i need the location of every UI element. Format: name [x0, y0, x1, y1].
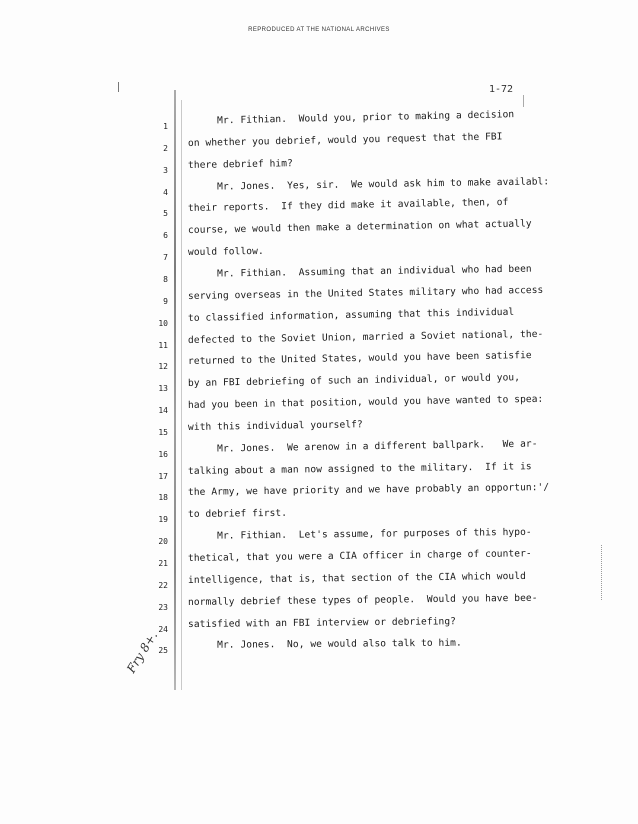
transcript-line: on whether you debrief, would you request that the FBI	[187, 131, 503, 149]
transcript-line: Mr. Jones. Yes, sir. We would ask him to make availabl:	[187, 175, 550, 193]
line-number: 18	[158, 493, 168, 503]
line-number: 14	[158, 406, 168, 416]
line-number: 6	[163, 231, 168, 241]
left-margin-rule-inner	[181, 100, 182, 690]
transcript-line: there debrief him?	[187, 157, 293, 171]
line-number: 1	[163, 122, 168, 131]
transcript-line: Mr. Fithian. Let's assume, for purposes of this hypo-	[187, 526, 532, 543]
line-number: 23	[158, 602, 168, 612]
line-number: 17	[158, 471, 168, 481]
transcript-line: satisfied with an FBI interview or debriefing?	[187, 615, 457, 630]
line-number: 4	[163, 187, 168, 197]
line-number: 25	[158, 646, 168, 656]
line-number: 13	[158, 384, 168, 394]
line-number: 16	[158, 449, 168, 459]
transcript-line: to classified information, assuming that this individual	[187, 306, 515, 324]
margin-tick	[523, 95, 524, 107]
line-number: 19	[158, 515, 168, 525]
transcript-line: with this individual yourself?	[187, 419, 363, 433]
page-number: 1-72	[489, 84, 514, 95]
line-number: 8	[163, 274, 168, 284]
transcript-line: talking about a man now assigned to the military. If it is	[187, 460, 532, 477]
transcript-line: thetical, that you were a CIA officer in charge of counter-	[187, 548, 532, 564]
line-number: 20	[158, 537, 168, 547]
transcript-line: by an FBI debriefing of such an individual, or would you,	[187, 372, 521, 390]
transcript-line: Mr. Fithian. Would you, prior to making a decision	[187, 109, 515, 127]
line-number: 7	[163, 253, 168, 263]
line-number: 10	[158, 318, 168, 328]
archive-stamp: REPRODUCED AT THE NATIONAL ARCHIVES	[248, 27, 390, 33]
transcript-line: serving overseas in the United States military who had access	[187, 284, 544, 302]
line-number: 5	[163, 209, 168, 219]
line-number: 2	[163, 143, 168, 153]
transcript-line: course, we would then make a determination on what actually	[187, 218, 532, 237]
line-number: 15	[158, 427, 168, 437]
line-number: 3	[163, 165, 168, 175]
transcript-line: to debrief first.	[187, 508, 288, 521]
transcript-line: the Army, we have priority and we have probably an opportun:'/	[187, 482, 550, 499]
line-number: 12	[158, 362, 168, 372]
margin-dots	[601, 545, 603, 600]
line-number: 11	[158, 340, 168, 350]
transcript-line: normally debrief these types of people. Would you have bee-	[187, 592, 538, 608]
line-number: 21	[158, 559, 168, 568]
handwritten-annotation: Fry 8+.	[124, 628, 161, 676]
transcript-line: their reports. If they did make it available, then, of	[187, 197, 509, 215]
left-margin-rule	[174, 90, 176, 690]
margin-tick	[118, 82, 119, 92]
transcript-line: had you been in that position, would you have wanted to spea:	[187, 393, 544, 412]
transcript-line: defected to the Soviet Union, married a Soviet national, the-	[187, 328, 544, 346]
transcript-line: Mr. Fithian. Assuming that an individual who had been	[187, 263, 532, 280]
transcript-line: Mr. Jones. We arenow in a different ballpark. We ar-	[187, 438, 538, 455]
transcript-line: intelligence, that is, that section of the CIA which would	[187, 570, 526, 586]
transcript-line: would follow.	[187, 246, 264, 259]
transcript-line: returned to the United States, would you have been satisfie	[187, 350, 532, 368]
line-number: 9	[163, 296, 168, 306]
line-number: 24	[158, 624, 168, 634]
transcript-line: Mr. Jones. No, we would also talk to him.	[187, 638, 462, 652]
line-number: 22	[158, 580, 168, 590]
